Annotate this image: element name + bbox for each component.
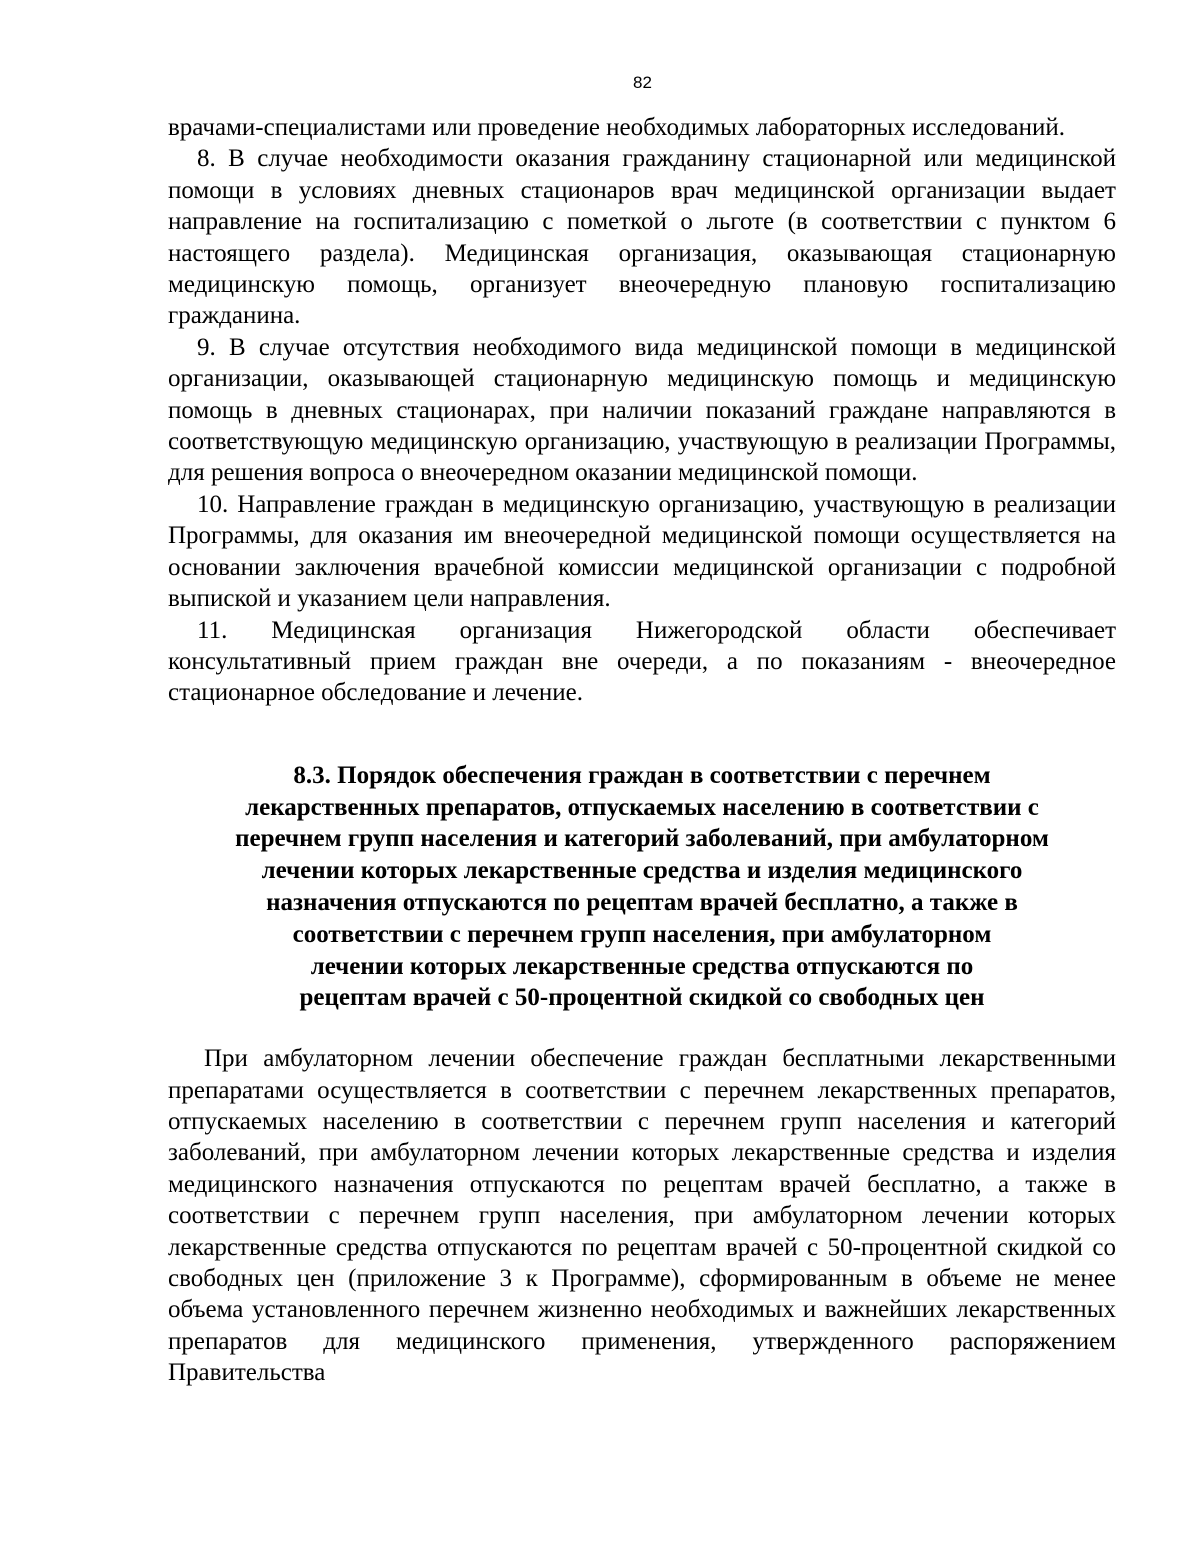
paragraph-item-10: 10. Направление граждан в медицинскую организацию, участвующую в реализации Программы, для оказания им внеочередной медицинской помощи осуществляется на основании заключения врачебной комиссии медицинской организации с подробной выпиской и указанием цели направления.: [168, 490, 1116, 613]
page-number: 82: [633, 73, 652, 92]
section-heading-line: назначения отпускаются по рецептам врачей бесплатно, а также в: [266, 888, 1018, 916]
section-heading: [168, 760, 1116, 1014]
section-heading-line: 8.3. Порядок обеспечения граждан в соответствии с перечнем: [293, 761, 991, 789]
paragraph-item-9: 9. В случае отсутствия необходимого вида медицинской помощи в медицинской организации, оказывающей стационарную медицинскую помощь и медицинскую помощь в дневных стационарах, при наличии показаний граждане направляются в соответствующую медицинскую организацию, участвующую в реализации Программы, для решения вопроса о внеочередном оказании медицинской помощи.: [168, 333, 1116, 487]
section-heading-line: рецептам врачей с 50-процентной скидкой со свободных цен: [299, 984, 985, 1012]
section-heading-line: лечении которых лекарственные средства отпускаются по: [310, 952, 974, 980]
section-heading-line: перечнем групп населения и категорий заболеваний, при амбулаторном: [235, 825, 1049, 853]
paragraph-continuation: врачами-специалистами или проведение необходимых лабораторных исследований.: [168, 114, 1065, 141]
paragraph-item-11: 11. Медицинская организация Нижегородской области обеспечивает консультативный прием граждан вне очереди, а по показаниям - внеочередное стационарное обследование и лечение.: [168, 616, 1116, 707]
paragraph-item-8: 8. В случае необходимости оказания гражданину стационарной или медицинской помощи в условиях дневных стационаров врач медицинской организации выдает направление на госпитализацию с пометкой о льготе (в соответствии с пунктом 6 настоящего раздела). Медицинская организация, оказывающая стационарную медицинскую помощь, организует внеочередную плановую госпитализацию гражданина.: [168, 145, 1116, 330]
section-heading-line: лекарственных препаратов, отпускаемых населению в соответствии с: [245, 793, 1039, 821]
section-heading-line: лечении которых лекарственные средства и изделия медицинского: [261, 857, 1023, 885]
document-body: [168, 112, 1116, 1389]
section-heading-line: соответствии с перечнем групп населения, при амбулаторном: [292, 920, 992, 948]
section-body-paragraph: При амбулаторном лечении обеспечение граждан бесплатными лекарственными препаратами осуществляется в соответствии с перечнем лекарственных препаратов, отпускаемых населению в соответствии с перечнем групп населения и категорий заболеваний, при амбулаторном лечении которых лекарственные средства и изделия медицинского назначения отпускаются по рецептам врачей бесплатно, а также в соответствии с перечнем групп населения, при амбулаторном лечении которых лекарственные средства отпускаются по рецептам врачей с 50-процентной скидкой со свободных цен (приложение 3 к Программе), сформированным в объеме не менее объема установленного перечнем жизненно необходимых и важнейших лекарственных препаратов для медицинского применения, утвержденного распоряжением Правительства: [168, 1045, 1116, 1387]
